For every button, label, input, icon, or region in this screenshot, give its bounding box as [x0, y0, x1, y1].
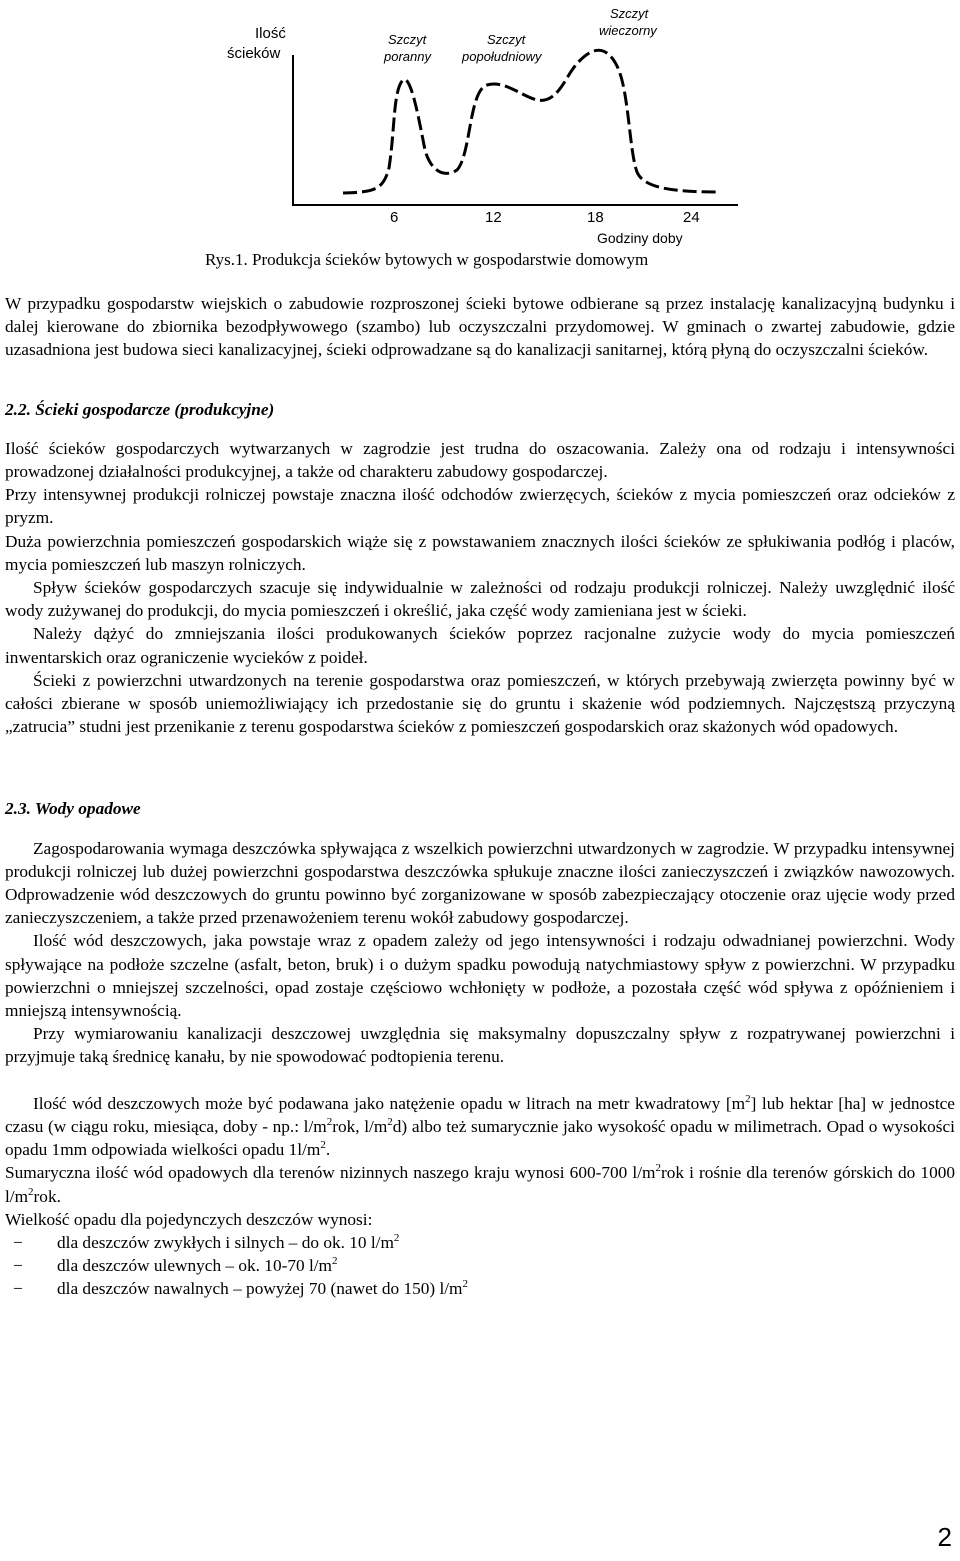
section-2-2-paragraph-5: Należy dążyć do zmniejszania ilości produkowanych ścieków poprzez racjonalne zużycie wody do mycia pomieszczeń inwentarskich oraz ograniczenie wycieków z poideł. [5, 624, 955, 667]
intro-paragraph: W przypadku gospodarstw wiejskich o zabudowie rozproszonej ścieki bytowe odbierane są przez instalację kanalizacyjną budynku i dalej kierowane do zbiornika bezodpływowego (szambo) lub oczyszczalni przydomowej. W gminach o zwartej zabudowie, gdzie uzasadniona jest budowa sieci kanalizacyjnej, ścieki odprowadzane są do kanalizacji sanitarnej, którą płyną do oczyszczalni ścieków. [5, 294, 955, 360]
list-item: − dla deszczów nawalnych – powyżej 70 (nawet do 150) $l/m^2$ [13, 1278, 469, 1299]
peak-label-afternoon-line1: Szczyt [487, 32, 526, 47]
section-2-3-paragraph-5: Sumaryczna ilość wód opadowych dla terenów nizinnych naszego kraju wynosi 600-700 $l/m^2rok$ i rośnie dla terenów górskich do 1000 $l/m^2rok$. [5, 1162, 955, 1206]
spacer [5, 738, 955, 761]
section-2-2-paragraph-1: Ilość ścieków gospodarczych wytwarzanych w zagrodzie jest trudna do oszacowania. Zależy ona od rodzaju i intensywności prowadzonej działalności produkcyjnej, a także od charakteru zabudowy gospodarczej. [5, 438, 955, 482]
list-item: − dla deszczów ulewnych – ok. 10-70 $l/m^2$ [13, 1255, 338, 1276]
x-tick-18: 18 [587, 209, 604, 226]
x-axis-label: Godziny doby [597, 230, 683, 246]
page-number: 2 [937, 1522, 952, 1552]
y-axis-label-line2: ścieków [227, 45, 281, 62]
wastewater-production-figure [225, 0, 740, 250]
peak-label-evening-line1: Szczyt [610, 6, 649, 21]
peak-label-afternoon-line2: popołudniowy [462, 49, 542, 64]
x-tick-24: 24 [683, 209, 700, 226]
section-2-2-paragraph-3: Duża powierzchnia pomieszczeń gospodarskich wiąże się z powstawaniem znacznych ilości ścieków ze spłukiwania podłóg i placów, mycia pomieszczeń lub maszyn rolniczych. [5, 531, 955, 574]
peak-label-evening-line2: wieczorny [599, 23, 657, 38]
document-body [5, 292, 955, 1301]
rainfall-list [5, 1231, 955, 1301]
section-2-2-paragraph-2: Przy intensywnej produkcji rolniczej powstaje znaczna ilość odchodów zwierzęcych, ścieków z mycia pomieszczeń oraz odcieków z pryzm. [5, 485, 955, 528]
section-heading-2-2: 2.2. Ścieki gospodarcze (produkcyjne) [5, 399, 275, 419]
section-2-3-paragraph-4: Ilość wód deszczowych może być podawana jako natężenie opadu w litrach na metr kwadratowy $[m^2]$ lub hektar [ha] w jednostce czasu (w ciągu roku, miesiąca, doby - np.: $l/m^2rok$, $l/m^2d$) albo też sumarycznie jako wysokość opadu w milimetrach. Opad o wysokości opadu 1mm odpowiada wielkości opadu $1l/m^2$. [5, 1092, 955, 1160]
section-heading-2-3: 2.3. Wody opadowe [5, 799, 141, 819]
peak-label-morning-line1: Szczyt [388, 32, 427, 47]
wastewater-chart [225, 0, 740, 250]
x-tick-12: 12 [485, 209, 502, 226]
section-2-2-paragraph-6: Ścieki z powierzchni utwardzonych na terenie gospodarstwa oraz pomieszczeń, w których przebywają zwierzęta powinny być w całości zbierane w sposób uniemożliwiający ich przedostanie się do gruntu i skażenie wód podziemnych. Najczęstszą przyczyną „zatrucia” studni jest przenikanie z terenu gospodarstwa ścieków z pomieszczeń gospodarskich oraz skażonych wód opadowych. [5, 670, 955, 737]
y-axis-label-line1: Ilość [255, 25, 286, 42]
section-2-3-paragraph-1: Zagospodarowania wymaga deszczówka spływająca z wszelkich powierzchni utwardzonych w zagrodzie. W przypadku intensywnej produkcji rolniczej lub dużej powierzchni gospodarstwa deszczówka spłukuje znaczne ilości zanieczyszczeń i związków nawozowych. Odprowadzenie wód deszczowych do gruntu powinno być zorganizowane w sposób zabezpieczający otoczenie oraz ujęcie wody przed zanieczyszczeniem, a także przed przenawożeniem terenu wokół zabudowy gospodarczej. [5, 838, 955, 928]
list-item: − dla deszczów zwykłych i silnych – do ok. 10 $l/m^2$ [13, 1232, 400, 1252]
section-2-3-paragraph-2: Ilość wód deszczowych, jaka powstaje wraz z opadem zależy od jego intensywności i rodzaju odwadnianej powierzchni. Wody spływające na podłoże szczelne (asfalt, beton, bruk) i o dużym spadku powodują natychmiastowy spływ z powierzchni. W przypadku powierzchni o mniejszej szczelności, opad zostaje częściowo wchłonięty w podłoże, a pozostała część wód spływa z opóźnieniem i mniejszą intensywnością. [5, 931, 955, 1021]
x-tick-6: 6 [390, 209, 399, 226]
spacer [5, 1069, 955, 1092]
section-2-2-paragraph-4: Spływ ścieków gospodarczych szacuje się indywidualnie w zależności od rodzaju produkcji rolniczej. Należy uwzględnić ilość wody zużywanej do produkcji, do mycia pomieszczeń i określić, jaka część wody zamieniana jest w ścieki. [5, 578, 955, 621]
peak-label-morning-line2: poranny [384, 49, 431, 64]
figure-caption: Rys.1. Produkcja ścieków bytowych w gospodarstwie domowym [205, 250, 649, 269]
section-2-3-paragraph-6: Wielkość opadu dla pojedynczych deszczów wynosi: [5, 1209, 373, 1229]
section-2-3-paragraph-3: Przy wymiarowaniu kanalizacji deszczowej uwzględnia się maksymalny dopuszczalny spływ z rozpatrywanej powierzchni i przyjmuje taką średnicę kanału, by nie spowodować podtopienia terenu. [5, 1024, 955, 1067]
